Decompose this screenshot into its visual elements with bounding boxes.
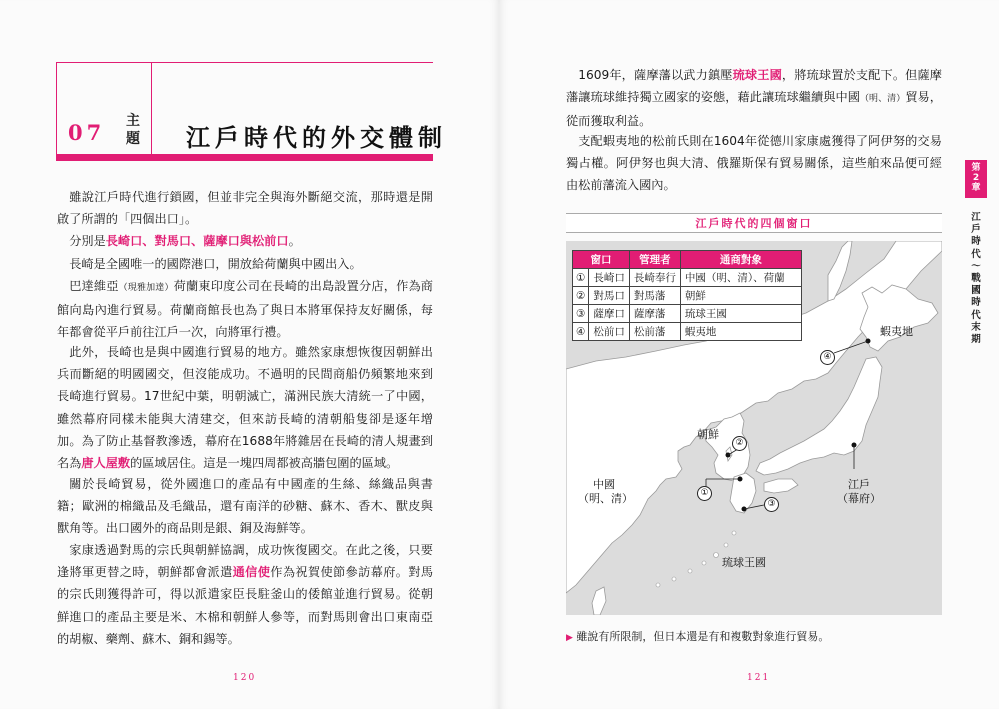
- highlight-term: 琉球王國: [732, 68, 782, 82]
- header-divider: [151, 62, 152, 154]
- row-marker: ③: [573, 305, 589, 323]
- row-marker: ④: [573, 323, 589, 341]
- table-header-window: 窗口: [573, 251, 630, 269]
- map-label-edo: [831, 478, 887, 506]
- map-label-china-name: 中國: [593, 478, 615, 491]
- manager-cell: 薩摩藩: [629, 305, 680, 323]
- map-label-ezo: 蝦夷地: [880, 325, 913, 338]
- paragraph: 長崎是全國唯一的國際港口，開放給荷蘭與中國出入。: [69, 257, 362, 271]
- table-row: [573, 287, 802, 305]
- page-number-right: 121: [747, 673, 771, 683]
- map-label-edo-shogunate: （幕府）: [837, 492, 881, 505]
- map-caption: [566, 628, 829, 644]
- shikoku-shape: [764, 479, 798, 493]
- map-title-bar: [566, 213, 942, 233]
- page-number-left: 120: [233, 673, 257, 683]
- table-row: [573, 323, 802, 341]
- partner-cell: 蝦夷地: [680, 323, 801, 341]
- paragraph: 雖說江戶時代進行鎖國，但並非完全與海外斷絕交流，那時還是開啟了所謂的「四個出口」。: [57, 190, 433, 227]
- row-marker: ①: [573, 269, 589, 287]
- marker-1-nagasaki: ①: [697, 486, 712, 501]
- paragraph: 1609年，薩摩藩以武力鎮壓琉球王國，將琉球置於支配下。但薩摩藩讓琉球維持獨立國家的姿態，藉此讓琉球繼續與中國（明、清）貿易，從而獲取利益。: [566, 68, 942, 129]
- map-label-china: [578, 478, 633, 506]
- trade-windows-table: [572, 250, 802, 341]
- table-row: [573, 269, 802, 287]
- taiwan-shape: [592, 587, 606, 615]
- highlight-term: 長崎口、對馬口、薩摩口與松前口: [105, 234, 289, 248]
- map-label-edo-name: 江戶: [848, 478, 870, 491]
- small-annotation: （明、清）: [860, 94, 906, 105]
- header-accent-bar: [56, 154, 433, 161]
- marker-3-satsuma: ③: [764, 497, 779, 512]
- partner-cell: 朝鮮: [680, 287, 801, 305]
- paragraph: 支配蝦夷地的松前氏則在1604年從德川家康處獲得了阿伊努的交易獨占權。阿伊努也與大清、俄羅斯保有貿易關係，這些舶來品便可經由松前藩流入國內。: [566, 134, 942, 193]
- small-annotation: （現雅加達）: [118, 283, 174, 293]
- highlight-term: 通信使: [232, 565, 271, 580]
- table-header-manager: 管理者: [629, 251, 680, 269]
- manager-cell: 長崎奉行: [629, 269, 680, 287]
- row-marker: ②: [573, 287, 589, 305]
- map-title: 江戶時代的四個窗口: [695, 217, 813, 230]
- table-header-partner: 通商對象: [680, 251, 801, 269]
- map-label-china-dynasty: （明、清）: [578, 492, 633, 505]
- window-cell: 松前口: [589, 323, 630, 341]
- paragraph: 此外，長崎也是與中國進行貿易的地方。雖然家康想恢復因朝鮮出兵而斷絕的明國國交，但沒能成功。不過明的民間商船仍頻繁地來到長崎進行貿易。17世紀中葉，明朝滅亡，滿洲民族大清統一了中國，雖然幕府同樣未能與大清建交，但來訪長崎的清朝船隻卻是逐年增加。為了防止基督教滲透，幕府在1688年將雜居在長崎的清人規畫到名為唐人屋敷的區域居住。這是一塊四周都被高牆包圍的區域。: [57, 345, 433, 471]
- table-row: [573, 305, 802, 323]
- paragraph: 家康透過對馬的宗氏與朝鮮協調，成功恢復國交。在此之後，只要逢將軍更替之時，朝鮮都會派遣通信使作為祝賀使節參訪幕府。對馬的宗氏則獲得許可，得以派遣家臣長駐釜山的倭館並進行貿易。從朝鮮進口的產品主要是米、木棉和朝鮮人參等，而對馬則會出口東南亞的胡椒、藥劑、蘇木、銅和錫等。: [57, 543, 434, 646]
- map-label-ryukyu: 琉球王國: [722, 556, 766, 569]
- marker-2-tsushima: ②: [732, 436, 747, 451]
- paragraph: 關於長崎貿易，從外國進口的產品有中國產的生絲、絲織品與書籍；歐洲的棉織品及毛織品，還有南洋的砂糖、蘇木、香木、獸皮與獸角等。出口國外的商品則是銀、銅及海鮮等。: [57, 477, 433, 536]
- window-cell: 對馬口: [589, 287, 630, 305]
- marker-4-matsumae: ④: [820, 350, 835, 365]
- window-cell: 薩摩口: [589, 305, 630, 323]
- map-label-korea: 朝鮮: [697, 428, 719, 441]
- manager-cell: 對馬藩: [629, 287, 680, 305]
- partner-cell: 中國（明、清）、荷蘭: [680, 269, 801, 287]
- paragraph: 巴達維亞（現雅加達）荷蘭東印度公司在長崎的出島設置分店，作為商館向島內進行貿易。荷蘭商館長也為了與日本將軍保持友好關係，每年都會從平戶前往江戶一次，向將軍行禮。: [57, 279, 433, 340]
- section-number: 07: [68, 120, 106, 145]
- map-caption-text: 雖說有所限制，但日本還是有和複數對象進行貿易。: [576, 630, 830, 643]
- caption-triangle-icon: ▶: [566, 633, 573, 643]
- chapter-running-title: 江 戶 時 代 ～ 戰 國 時 代 末 期: [971, 212, 981, 346]
- chapter-tab: 第 2 章: [965, 160, 987, 198]
- partner-cell: 琉球王國: [680, 305, 801, 323]
- hokkaido-shape: [860, 285, 938, 351]
- paragraph: 分別是長崎口、對馬口、薩摩口與松前口。: [69, 234, 301, 248]
- window-cell: 長崎口: [589, 269, 630, 287]
- page-title: 江戶時代的外交體制: [186, 124, 447, 152]
- highlight-term: 唐人屋敷: [81, 456, 131, 471]
- section-label: 主題: [126, 113, 140, 147]
- manager-cell: 松前藩: [629, 323, 680, 341]
